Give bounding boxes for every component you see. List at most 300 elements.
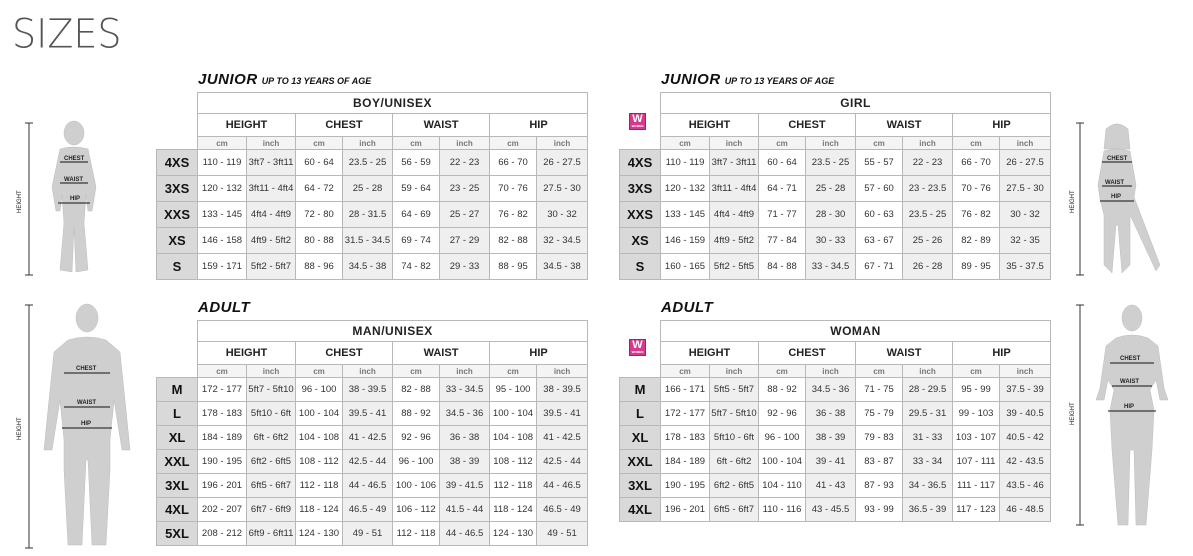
size-value-cell: 92 - 96 (393, 426, 440, 450)
size-value-cell: 92 - 96 (759, 402, 806, 426)
size-value-cell: 103 - 107 (953, 426, 1000, 450)
column-header: HEIGHT (661, 342, 759, 365)
size-value-cell: 88 - 95 (490, 254, 537, 280)
size-value-cell: 6ft - 6ft2 (247, 426, 296, 450)
size-value-cell: 44 - 46.5 (440, 522, 490, 546)
size-value-cell: 202 - 207 (198, 498, 247, 522)
size-value-cell: 43 - 45.5 (806, 498, 856, 522)
junior-girl-size-table (619, 92, 1051, 280)
size-value-cell: 75 - 79 (856, 402, 903, 426)
size-group-header: MAN/UNISEX (198, 321, 588, 342)
size-value-cell: 27 - 29 (440, 228, 490, 254)
size-value-cell: 106 - 112 (393, 498, 440, 522)
size-value-cell: 27.5 - 30 (537, 176, 588, 202)
size-value-cell: 5ft7 - 5ft10 (247, 378, 296, 402)
size-value-cell: 26 - 28 (903, 254, 953, 280)
unit-header: inch (1000, 365, 1051, 378)
size-value-cell: 93 - 99 (856, 498, 903, 522)
size-value-cell: 38 - 39 (440, 450, 490, 474)
size-value-cell: 84 - 88 (759, 254, 806, 280)
junior-girl-figure (1060, 115, 1185, 280)
size-value-cell: 32 - 34.5 (537, 228, 588, 254)
size-value-cell: 31 - 33 (903, 426, 953, 450)
size-value-cell: 49 - 51 (343, 522, 393, 546)
column-header: CHEST (759, 114, 856, 137)
size-value-cell: 110 - 119 (661, 150, 710, 176)
size-value-cell: 41 - 43 (806, 474, 856, 498)
size-value-cell: 77 - 84 (759, 228, 806, 254)
adult-woman-title: ADULT (661, 299, 714, 316)
table-row (620, 150, 1051, 176)
size-value-cell: 64 - 71 (759, 176, 806, 202)
size-label: XXL (157, 450, 198, 474)
size-value-cell: 56 - 59 (393, 150, 440, 176)
size-value-cell: 5ft10 - 6ft (247, 402, 296, 426)
size-value-cell: 96 - 100 (393, 450, 440, 474)
size-value-cell: 117 - 123 (953, 498, 1000, 522)
size-value-cell: 26 - 27.5 (1000, 150, 1051, 176)
size-value-cell: 112 - 118 (490, 474, 537, 498)
size-value-cell: 23.5 - 25 (903, 202, 953, 228)
unit-header: inch (440, 365, 490, 378)
column-header: WAIST (856, 114, 953, 137)
unit-header: cm (953, 365, 1000, 378)
size-value-cell: 36.5 - 39 (903, 498, 953, 522)
size-value-cell: 6ft2 - 6ft5 (710, 474, 759, 498)
size-value-cell: 146 - 159 (661, 228, 710, 254)
size-value-cell: 59 - 64 (393, 176, 440, 202)
size-value-cell: 120 - 132 (661, 176, 710, 202)
size-value-cell: 27.5 - 30 (1000, 176, 1051, 202)
size-value-cell: 41 - 42.5 (537, 426, 588, 450)
size-value-cell: 23 - 25 (440, 176, 490, 202)
size-value-cell: 34.5 - 36 (806, 378, 856, 402)
size-value-cell: 28 - 29.5 (903, 378, 953, 402)
size-value-cell: 25 - 27 (440, 202, 490, 228)
size-label: M (157, 378, 198, 402)
column-header: WAIST (393, 114, 490, 137)
size-value-cell: 29.5 - 31 (903, 402, 953, 426)
size-value-cell: 3ft7 - 3ft11 (710, 150, 759, 176)
column-header: WAIST (856, 342, 953, 365)
size-value-cell: 66 - 70 (953, 150, 1000, 176)
size-group-header: BOY/UNISEX (198, 93, 588, 114)
table-row (620, 426, 1051, 450)
size-value-cell: 70 - 76 (953, 176, 1000, 202)
table-row (157, 176, 588, 202)
svg-text:HEIGHT: HEIGHT (1070, 402, 1076, 425)
size-value-cell: 107 - 111 (953, 450, 1000, 474)
size-value-cell: 69 - 74 (393, 228, 440, 254)
size-group-header: GIRL (661, 93, 1051, 114)
svg-text:CHEST: CHEST (76, 366, 97, 372)
size-value-cell: 178 - 183 (661, 426, 710, 450)
svg-text:HIP: HIP (1124, 404, 1135, 410)
size-label: M (620, 378, 661, 402)
size-value-cell: 67 - 71 (856, 254, 903, 280)
size-value-cell: 74 - 82 (393, 254, 440, 280)
size-value-cell: 28 - 30 (806, 202, 856, 228)
unit-header: cm (393, 137, 440, 150)
size-value-cell: 4ft4 - 4ft9 (247, 202, 296, 228)
size-value-cell: 43.5 - 46 (1000, 474, 1051, 498)
column-header: WAIST (393, 342, 490, 365)
table-row (620, 378, 1051, 402)
junior-boy-subtitle: UP TO 13 YEARS OF AGE (261, 76, 372, 86)
size-value-cell: 87 - 93 (856, 474, 903, 498)
size-value-cell: 30 - 32 (1000, 202, 1051, 228)
size-group-header: WOMAN (661, 321, 1051, 342)
adult-woman-figure (1060, 300, 1185, 552)
size-value-cell: 38 - 39.5 (537, 378, 588, 402)
unit-header: inch (343, 137, 393, 150)
table-row (620, 402, 1051, 426)
size-label: 3XS (157, 176, 198, 202)
size-value-cell: 196 - 201 (661, 498, 710, 522)
table-row (157, 150, 588, 176)
size-value-cell: 120 - 132 (198, 176, 247, 202)
size-value-cell: 25 - 26 (903, 228, 953, 254)
size-value-cell: 57 - 60 (856, 176, 903, 202)
size-value-cell: 41 - 42.5 (343, 426, 393, 450)
size-value-cell: 60 - 64 (296, 150, 343, 176)
size-value-cell: 6ft9 - 6ft11 (247, 522, 296, 546)
size-value-cell: 133 - 145 (198, 202, 247, 228)
size-value-cell: 70 - 76 (490, 176, 537, 202)
size-value-cell: 39.5 - 41 (343, 402, 393, 426)
size-value-cell: 160 - 165 (661, 254, 710, 280)
size-value-cell: 112 - 118 (296, 474, 343, 498)
unit-header: inch (710, 137, 759, 150)
size-value-cell: 100 - 104 (296, 402, 343, 426)
size-value-cell: 5ft5 - 5ft7 (710, 378, 759, 402)
size-value-cell: 32 - 35 (1000, 228, 1051, 254)
size-label: S (157, 254, 198, 280)
size-value-cell: 4ft4 - 4ft9 (710, 202, 759, 228)
column-header: HIP (490, 114, 588, 137)
size-value-cell: 34.5 - 36 (440, 402, 490, 426)
size-value-cell: 30 - 33 (806, 228, 856, 254)
size-label: S (620, 254, 661, 280)
table-row (157, 450, 588, 474)
table-row (157, 474, 588, 498)
unit-header: inch (247, 137, 296, 150)
table-row (157, 378, 588, 402)
size-value-cell: 4ft9 - 5ft2 (247, 228, 296, 254)
size-label: XS (157, 228, 198, 254)
junior-boy-figure (12, 115, 132, 280)
size-value-cell: 82 - 88 (393, 378, 440, 402)
size-value-cell: 96 - 100 (296, 378, 343, 402)
size-value-cell: 124 - 130 (296, 522, 343, 546)
size-value-cell: 111 - 117 (953, 474, 1000, 498)
page-title: SIZES (12, 10, 122, 58)
size-value-cell: 25 - 28 (806, 176, 856, 202)
column-header: CHEST (296, 114, 393, 137)
unit-header: cm (490, 365, 537, 378)
size-value-cell: 6ft2 - 6ft5 (247, 450, 296, 474)
size-label: 3XS (620, 176, 661, 202)
size-value-cell: 96 - 100 (759, 426, 806, 450)
unit-header: inch (903, 365, 953, 378)
unit-header: cm (661, 365, 710, 378)
svg-text:CHEST: CHEST (64, 156, 85, 162)
unit-header: inch (806, 365, 856, 378)
size-value-cell: 5ft2 - 5ft5 (710, 254, 759, 280)
unit-header: inch (537, 137, 588, 150)
size-value-cell: 28 - 31.5 (343, 202, 393, 228)
size-value-cell: 25 - 28 (343, 176, 393, 202)
unit-header: cm (953, 137, 1000, 150)
size-value-cell: 89 - 95 (953, 254, 1000, 280)
size-value-cell: 196 - 201 (198, 474, 247, 498)
size-value-cell: 46.5 - 49 (343, 498, 393, 522)
unit-header: inch (1000, 137, 1051, 150)
size-value-cell: 23.5 - 25 (806, 150, 856, 176)
size-value-cell: 5ft2 - 5ft7 (247, 254, 296, 280)
junior-boy-size-table (156, 92, 588, 280)
size-value-cell: 83 - 87 (856, 450, 903, 474)
size-value-cell: 6ft5 - 6ft7 (710, 498, 759, 522)
svg-text:HIP: HIP (1111, 194, 1122, 200)
unit-header: cm (490, 137, 537, 150)
table-row (157, 498, 588, 522)
size-value-cell: 72 - 80 (296, 202, 343, 228)
size-value-cell: 40.5 - 42 (1000, 426, 1051, 450)
size-value-cell: 34.5 - 38 (537, 254, 588, 280)
size-value-cell: 31.5 - 34.5 (343, 228, 393, 254)
size-label: L (157, 402, 198, 426)
size-value-cell: 35 - 37.5 (1000, 254, 1051, 280)
size-label: 4XS (157, 150, 198, 176)
column-header: HEIGHT (198, 114, 296, 137)
size-label: L (620, 402, 661, 426)
size-value-cell: 42.5 - 44 (343, 450, 393, 474)
size-label: XL (157, 426, 198, 450)
size-value-cell: 39 - 41.5 (440, 474, 490, 498)
size-value-cell: 71 - 77 (759, 202, 806, 228)
size-value-cell: 76 - 82 (953, 202, 1000, 228)
size-value-cell: 108 - 112 (296, 450, 343, 474)
size-value-cell: 88 - 92 (759, 378, 806, 402)
size-value-cell: 100 - 106 (393, 474, 440, 498)
junior-girl-title-text: JUNIOR (661, 71, 721, 88)
size-value-cell: 36 - 38 (440, 426, 490, 450)
size-value-cell: 29 - 33 (440, 254, 490, 280)
size-value-cell: 39.5 - 41 (537, 402, 588, 426)
size-value-cell: 3ft7 - 3ft11 (247, 150, 296, 176)
size-label: XXS (157, 202, 198, 228)
size-value-cell: 108 - 112 (490, 450, 537, 474)
svg-text:HIP: HIP (81, 421, 92, 427)
size-value-cell: 44 - 46.5 (343, 474, 393, 498)
size-value-cell: 42.5 - 44 (537, 450, 588, 474)
unit-header: cm (198, 137, 247, 150)
size-label: 3XL (620, 474, 661, 498)
size-value-cell: 34 - 36.5 (903, 474, 953, 498)
size-value-cell: 100 - 104 (490, 402, 537, 426)
size-value-cell: 22 - 23 (903, 150, 953, 176)
size-value-cell: 6ft7 - 6ft9 (247, 498, 296, 522)
junior-boy-title (198, 71, 371, 88)
women-badge-icon: W WOMEN (629, 113, 646, 130)
unit-header: inch (806, 137, 856, 150)
size-value-cell: 33 - 34.5 (806, 254, 856, 280)
svg-text:HEIGHT: HEIGHT (17, 190, 23, 213)
column-header: HEIGHT (661, 114, 759, 137)
size-value-cell: 38 - 39 (806, 426, 856, 450)
size-value-cell: 33 - 34 (903, 450, 953, 474)
size-value-cell: 38 - 39.5 (343, 378, 393, 402)
size-value-cell: 172 - 177 (661, 402, 710, 426)
size-value-cell: 118 - 124 (296, 498, 343, 522)
size-value-cell: 190 - 195 (661, 474, 710, 498)
size-value-cell: 71 - 75 (856, 378, 903, 402)
size-value-cell: 100 - 104 (759, 450, 806, 474)
unit-header: cm (856, 365, 903, 378)
size-value-cell: 5ft7 - 5ft10 (710, 402, 759, 426)
size-value-cell: 190 - 195 (198, 450, 247, 474)
unit-header: inch (343, 365, 393, 378)
size-value-cell: 60 - 63 (856, 202, 903, 228)
table-row (620, 202, 1051, 228)
size-value-cell: 4ft9 - 5ft2 (710, 228, 759, 254)
unit-header: inch (710, 365, 759, 378)
svg-text:WAIST: WAIST (64, 177, 83, 183)
size-value-cell: 3ft11 - 4ft4 (247, 176, 296, 202)
size-label: XL (620, 426, 661, 450)
column-header: HIP (490, 342, 588, 365)
column-header: HIP (953, 114, 1051, 137)
size-value-cell: 37.5 - 39 (1000, 378, 1051, 402)
size-label: XXL (620, 450, 661, 474)
size-label: XXS (620, 202, 661, 228)
column-header: CHEST (296, 342, 393, 365)
size-label: 3XL (157, 474, 198, 498)
table-row (157, 202, 588, 228)
size-value-cell: 172 - 177 (198, 378, 247, 402)
size-value-cell: 33 - 34.5 (440, 378, 490, 402)
svg-text:WAIST: WAIST (1105, 180, 1124, 186)
size-value-cell: 80 - 88 (296, 228, 343, 254)
size-value-cell: 49 - 51 (537, 522, 588, 546)
size-value-cell: 110 - 116 (759, 498, 806, 522)
size-value-cell: 42 - 43.5 (1000, 450, 1051, 474)
size-value-cell: 34.5 - 38 (343, 254, 393, 280)
size-value-cell: 99 - 103 (953, 402, 1000, 426)
size-value-cell: 46.5 - 49 (537, 498, 588, 522)
size-value-cell: 6ft5 - 6ft7 (247, 474, 296, 498)
size-value-cell: 36 - 38 (806, 402, 856, 426)
size-value-cell: 82 - 89 (953, 228, 1000, 254)
size-value-cell: 64 - 69 (393, 202, 440, 228)
table-row (620, 474, 1051, 498)
women-badge-icon: W WOMEN (629, 339, 646, 356)
size-value-cell: 112 - 118 (393, 522, 440, 546)
size-value-cell: 55 - 57 (856, 150, 903, 176)
size-value-cell: 208 - 212 (198, 522, 247, 546)
size-label: 4XL (620, 498, 661, 522)
adult-woman-size-table (619, 320, 1051, 522)
size-value-cell: 159 - 171 (198, 254, 247, 280)
table-row (157, 254, 588, 280)
column-header: CHEST (759, 342, 856, 365)
unit-header: cm (759, 365, 806, 378)
size-value-cell: 26 - 27.5 (537, 150, 588, 176)
size-value-cell: 44 - 46.5 (537, 474, 588, 498)
junior-boy-title-text: JUNIOR (198, 71, 258, 88)
svg-text:HEIGHT: HEIGHT (1070, 190, 1076, 213)
adult-man-size-table (156, 320, 588, 546)
table-row (157, 402, 588, 426)
size-value-cell: 166 - 171 (661, 378, 710, 402)
unit-header: cm (661, 137, 710, 150)
size-label: 4XL (157, 498, 198, 522)
size-value-cell: 64 - 72 (296, 176, 343, 202)
size-value-cell: 184 - 189 (198, 426, 247, 450)
column-header: HIP (953, 342, 1051, 365)
size-label: 5XL (157, 522, 198, 546)
junior-girl-subtitle: UP TO 13 YEARS OF AGE (724, 76, 835, 86)
table-row (620, 228, 1051, 254)
unit-header: cm (759, 137, 806, 150)
table-row (157, 228, 588, 254)
size-value-cell: 178 - 183 (198, 402, 247, 426)
svg-text:WAIST: WAIST (1120, 379, 1139, 385)
table-row (620, 498, 1051, 522)
size-value-cell: 39 - 40.5 (1000, 402, 1051, 426)
size-value-cell: 23.5 - 25 (343, 150, 393, 176)
junior-girl-title (661, 71, 834, 88)
table-row (620, 450, 1051, 474)
size-value-cell: 104 - 108 (296, 426, 343, 450)
size-value-cell: 95 - 100 (490, 378, 537, 402)
size-value-cell: 88 - 92 (393, 402, 440, 426)
svg-text:CHEST: CHEST (1120, 356, 1141, 362)
unit-header: cm (198, 365, 247, 378)
size-label: XS (620, 228, 661, 254)
unit-header: cm (296, 137, 343, 150)
size-value-cell: 110 - 119 (198, 150, 247, 176)
size-value-cell: 82 - 88 (490, 228, 537, 254)
unit-header: inch (903, 137, 953, 150)
unit-header: cm (393, 365, 440, 378)
size-value-cell: 133 - 145 (661, 202, 710, 228)
size-value-cell: 23 - 23.5 (903, 176, 953, 202)
size-value-cell: 76 - 82 (490, 202, 537, 228)
table-row (620, 254, 1051, 280)
svg-text:HIP: HIP (70, 196, 81, 202)
table-row (157, 426, 588, 450)
size-value-cell: 104 - 110 (759, 474, 806, 498)
size-value-cell: 184 - 189 (661, 450, 710, 474)
size-value-cell: 63 - 67 (856, 228, 903, 254)
size-value-cell: 39 - 41 (806, 450, 856, 474)
adult-man-title: ADULT (198, 299, 251, 316)
size-value-cell: 146 - 158 (198, 228, 247, 254)
size-value-cell: 124 - 130 (490, 522, 537, 546)
unit-header: cm (296, 365, 343, 378)
size-value-cell: 88 - 96 (296, 254, 343, 280)
column-header: HEIGHT (198, 342, 296, 365)
svg-text:CHEST: CHEST (1107, 156, 1128, 162)
unit-header: cm (856, 137, 903, 150)
size-value-cell: 22 - 23 (440, 150, 490, 176)
size-value-cell: 118 - 124 (490, 498, 537, 522)
size-value-cell: 66 - 70 (490, 150, 537, 176)
size-value-cell: 46 - 48.5 (1000, 498, 1051, 522)
adult-man-figure (12, 300, 132, 552)
